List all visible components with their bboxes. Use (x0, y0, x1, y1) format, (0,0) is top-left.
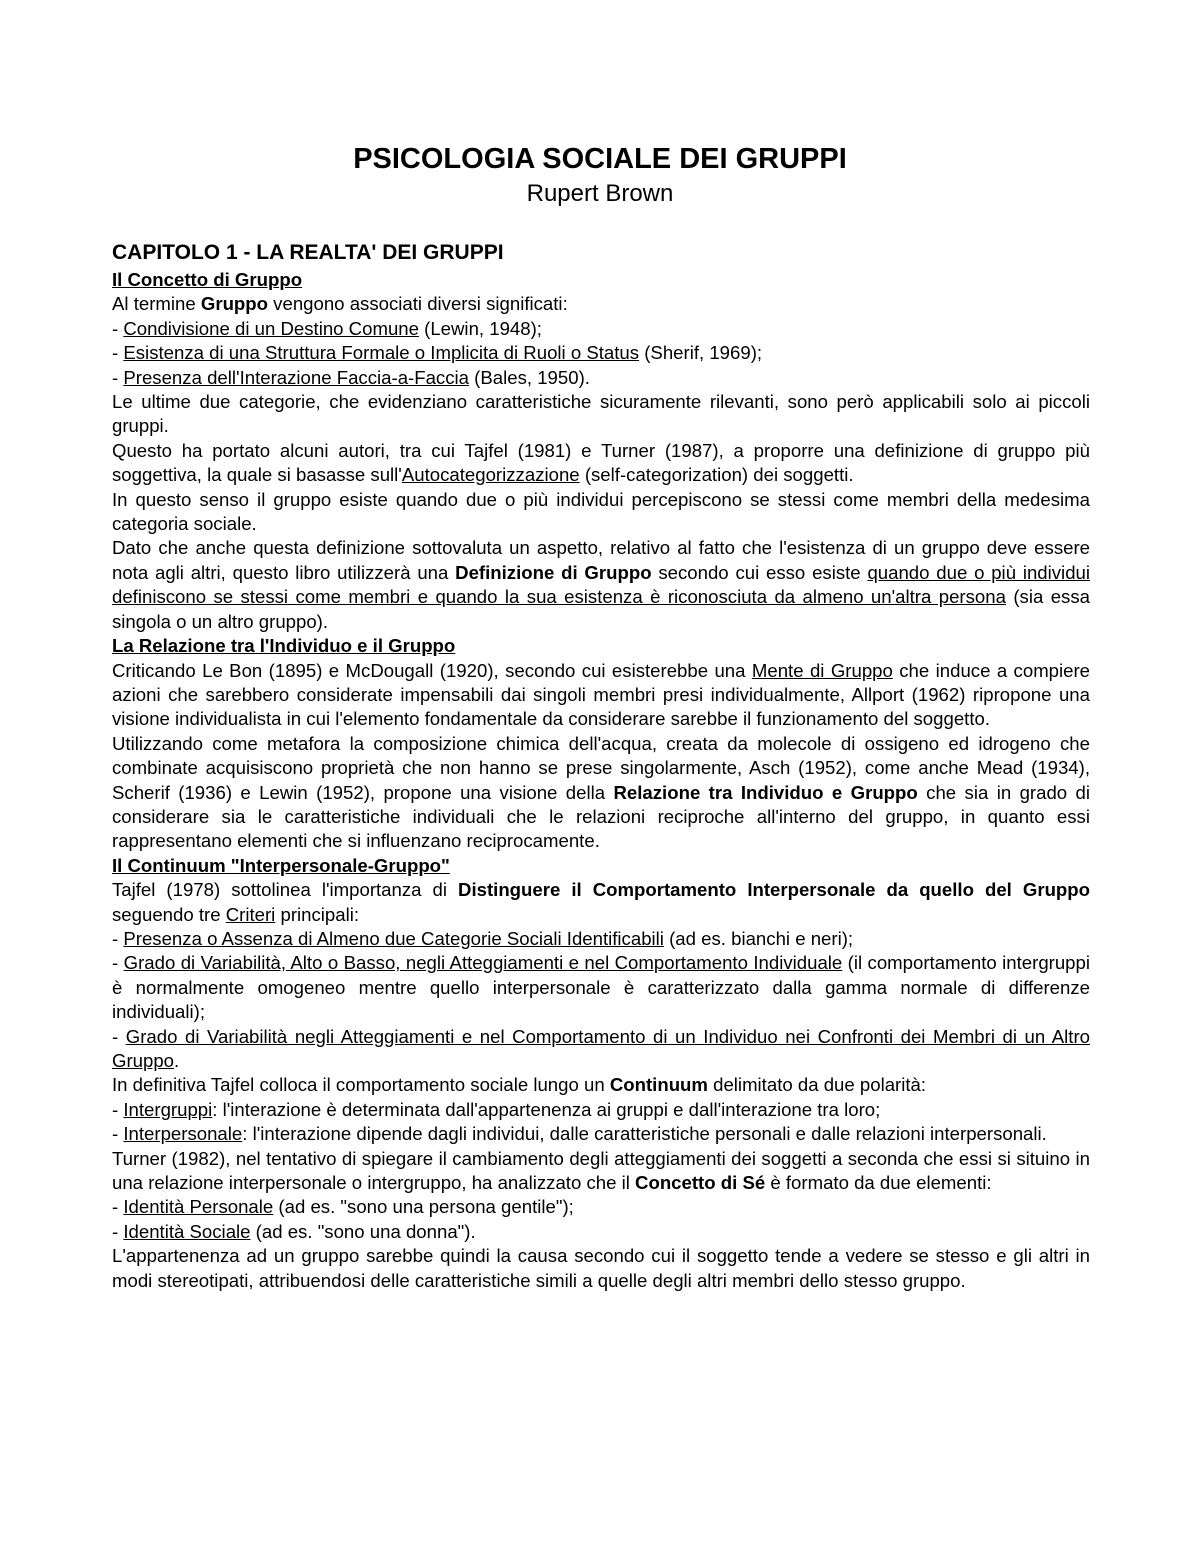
bold-term: Relazione tra Individuo e Gruppo (613, 781, 918, 803)
document-author: Rupert Brown (526, 180, 674, 207)
paragraph (112, 536, 1090, 634)
text: : l'interazione dipende dagli individui, dalle caratteristiche personali e dalle relazioni interpersonali. (242, 1123, 1047, 1145)
text: Dato che anche questa definizione sottovaluta un aspetto, relativo al fatto che l'esistenza di un gruppo deve essere nota agli altri, questo libro utilizzerà una (112, 537, 1090, 583)
paragraph (112, 659, 1090, 732)
bold-term: Concetto di Sé (635, 1172, 766, 1194)
text: che sia in grado di considerare sia le caratteristiche individuali che le relazioni reciproche all'interno del gruppo, in quanto essi rappresentano elementi che si influenzano reciprocamente. (112, 781, 1090, 852)
text: (Bales, 1950). (469, 366, 590, 388)
list-item (112, 1195, 1090, 1219)
underlined-term: quando due o più individui definiscono se stessi come membri e quando la sua esistenza è riconosciuta da almeno un'altra persona (112, 561, 1091, 608)
underlined-term: Esistenza di una Struttura Formale o Implicita di Ruoli o Status (123, 342, 640, 364)
text: vengono associati diversi significati: (268, 293, 568, 315)
paragraph: In questo senso il gruppo esiste quando due o più individui percepiscono se stessi come membri della medesima categoria sociale. (112, 488, 1090, 535)
bullet-dash: - (112, 342, 124, 364)
text: (Sherif, 1969); (639, 342, 763, 364)
bullet-dash: - (112, 317, 124, 339)
paragraph (112, 439, 1090, 488)
bold-term: Gruppo (200, 293, 269, 315)
chapter-heading: CAPITOLO 1 - LA REALTA' DEI GRUPPI (112, 241, 504, 264)
list-item (112, 1098, 1090, 1122)
text: Questo ha portato alcuni autori, tra cui Tajfel (1981) e Turner (1987), a proporre una definizione di gruppo più soggettiva, la quale si basasse sull' (112, 439, 1090, 486)
underlined-term: Intergruppi (123, 1098, 213, 1120)
text: (il comportamento intergruppi è normalmente omogeneo mentre quello interpersonale è caratterizzato dalla gamma normale di differenze individuali); (112, 952, 1090, 1023)
underlined-term: Presenza o Assenza di Almeno due Categorie Sociali Identificabili (123, 927, 664, 949)
underlined-term: Grado di Variabilità, Alto o Basso, negli Atteggiamenti e nel Comportamento Individuale (123, 952, 843, 974)
text: In definitiva Tajfel colloca il comportamento sociale lungo un (112, 1074, 610, 1096)
text: . (174, 1050, 180, 1071)
paragraph: L'appartenenza ad un gruppo sarebbe quindi la causa secondo cui il soggetto tende a vedere se stesso e gli altri in modi stereotipati, attribuendosi delle caratteristiche simili a quelle degli altri membri dello stesso gruppo. (112, 1245, 1090, 1291)
text: (sia essa singola o un altro gruppo). (112, 586, 1090, 632)
list-item (112, 1025, 1090, 1074)
text: che induce a compiere azioni che sarebbero considerate impensabili dai singoli membri presi individualmente, Allport (1962) ripropone una visione individualista in cui l'elemento fondamentale da considerare sarebbe il funzionamento del soggetto. (112, 659, 1091, 730)
bold-term: Definizione di Gruppo (455, 561, 652, 583)
paragraph: Le ultime due categorie, che evidenziano caratteristiche sicuramente rilevanti, sono però applicabili solo ai piccoli gruppi. (112, 391, 1090, 437)
text: Turner (1982), nel tentativo di spiegare il cambiamento degli atteggiamenti dei soggetti a seconda che essi si situino in una relazione interpersonale o intergruppo, ha analizzato che il (112, 1147, 1090, 1194)
list-item (112, 341, 1090, 365)
bullet-dash: - (112, 1220, 124, 1242)
text: Al termine (112, 293, 201, 315)
underlined-term: Condivisione di un Destino Comune (123, 317, 419, 339)
bullet-dash: - (112, 1025, 126, 1047)
paragraph (112, 1073, 1090, 1097)
bold-term: Continuum (609, 1074, 708, 1096)
text: (ad es. "sono una donna"). (250, 1220, 476, 1242)
text: (ad es. "sono una persona gentile"); (273, 1196, 574, 1218)
bullet-dash: - (112, 1098, 124, 1120)
bullet-dash: - (112, 1123, 124, 1145)
text: Utilizzando come metafora la composizione chimica dell'acqua, creata da molecole di ossigeno ed idrogeno che combinate acquisiscono proprietà che non hanno se prese singolarmente, Asch (1952), come anche Mead (1934), Scherif (1936) e Lewin (1952), propone una visione della (112, 732, 1090, 803)
underlined-term: Identità Sociale (123, 1220, 251, 1242)
section-heading-concetto: Il Concetto di Gruppo (112, 269, 303, 290)
list-item (112, 927, 1090, 951)
paragraph (112, 878, 1090, 927)
text: seguendo tre (112, 903, 226, 925)
text: (self-categorization) dei soggetti. (579, 464, 854, 486)
list-item (112, 1220, 1090, 1244)
bullet-dash: - (112, 1196, 124, 1218)
underlined-term: Criteri (225, 903, 276, 925)
text: è formato da due elementi: (765, 1172, 992, 1194)
bold-term: Distinguere il Comportamento Interpersonale da quello del Gruppo (458, 879, 1090, 901)
section-heading-continuum: Il Continuum "Interpersonale-Gruppo" (112, 854, 450, 876)
paragraph (112, 732, 1090, 854)
underlined-term: Grado di Variabilità negli Atteggiamenti e nel Comportamento di un Individuo nei Confronti dei Membri di un Altro Gruppo (112, 1025, 1090, 1071)
text: (Lewin, 1948); (418, 317, 542, 339)
section-heading-relazione: La Relazione tra l'Individuo e il Gruppo (112, 635, 456, 657)
text: (ad es. bianchi e neri); (663, 927, 854, 949)
text: secondo cui esso esiste (651, 561, 868, 583)
underlined-term: Identità Personale (123, 1196, 274, 1218)
text: Criticando Le Bon (1895) e McDougall (1920), secondo cui esisterebbe una (112, 659, 752, 681)
text: : l'interazione è determinata dall'appartenenza ai gruppi e dall'interazione tra loro; (212, 1098, 881, 1120)
document-title: PSICOLOGIA SOCIALE DEI GRUPPI (353, 143, 847, 175)
paragraph (112, 1147, 1090, 1196)
bullet-dash: - (112, 927, 124, 949)
list-item (112, 317, 1090, 341)
list-item (112, 366, 1090, 390)
underlined-term: Mente di Gruppo (751, 659, 893, 681)
bullet-dash: - (112, 952, 124, 974)
text: delimitato da due polarità: (707, 1074, 927, 1096)
list-item (112, 1122, 1090, 1146)
paragraph (112, 292, 1090, 316)
underlined-term: Autocategorizzazione (401, 464, 580, 486)
document-body (112, 238, 1090, 1293)
list-item (112, 951, 1090, 1024)
underlined-term: Presenza dell'Interazione Faccia-a-Faccia (123, 366, 469, 388)
text: principali: (275, 903, 360, 925)
bullet-dash: - (112, 366, 124, 388)
underlined-term: Interpersonale (123, 1123, 243, 1145)
text: Tajfel (1978) sottolinea l'importanza di (112, 879, 459, 901)
